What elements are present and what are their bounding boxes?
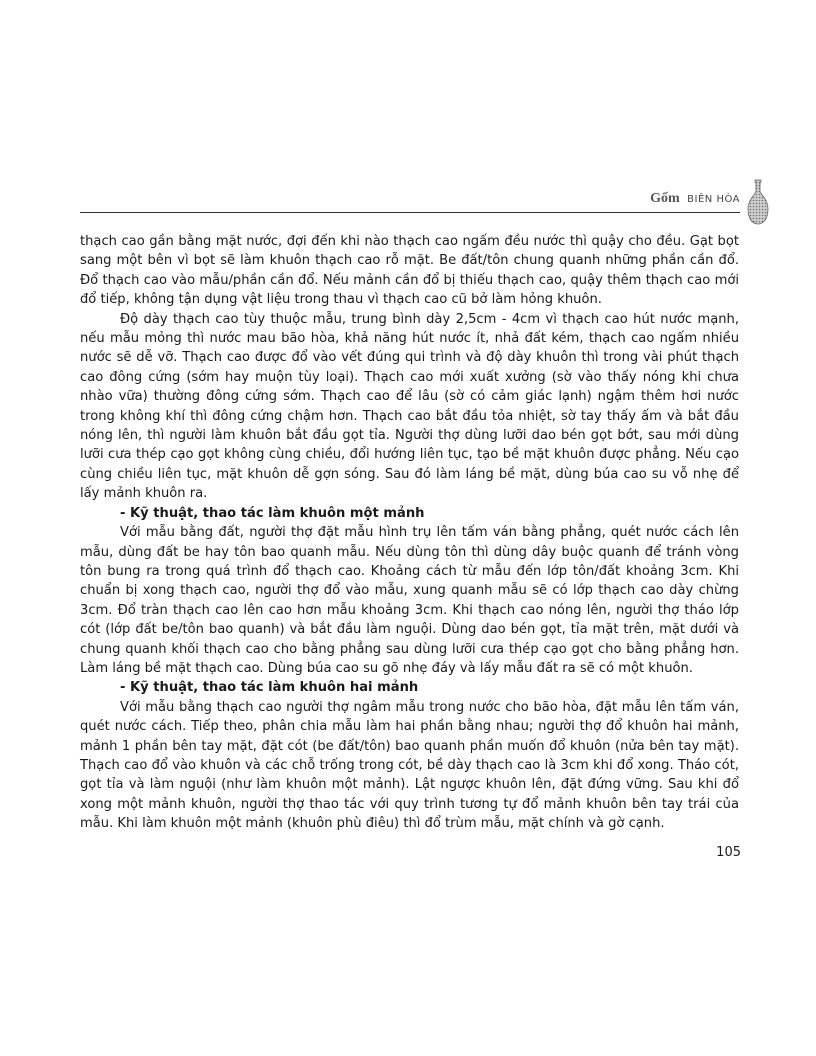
vase-icon	[746, 178, 770, 226]
body-text	[80, 232, 739, 834]
page-number: 105	[716, 845, 741, 860]
header-brand: Gốm	[650, 191, 680, 206]
header-title	[650, 191, 740, 207]
paragraph-continuation: thạch cao gần bằng mặt nước, đợi đến khi nào thạch cao ngấm đều nước thì quậy cho đều. Gạt bọt sang một bên vì bọt sẽ làm khuôn thạch cao rỗ mặt. Be đất/tôn chung quanh những phần cần đổ. Đổ thạch cao vào mẫu/phần cần đổ. Nếu mảnh cần đổ bị thiếu thạch cao, quậy thêm thạch cao mới đổ tiếp, không tận dụng vật liệu trong thau vì thạch cao cũ bở làm hỏng khuôn.	[80, 234, 739, 308]
paragraph-plaster-thickness: Độ dày thạch cao tùy thuộc mẫu, trung bình dày 2,5cm - 4cm vì thạch cao hút nước mạnh, nếu mẫu mỏng thì nước mau bão hòa, khả năng hút nước ít, nhả đất kém, thạch cao ngấm nhiều nước sẽ dễ vỡ. Thạch cao được đổ vào vết đúng qui trình và độ dày khuôn thì trong vài phút thạch cao đông cứng (sớm hay muộn tùy loại). Thạch cao mới xuất xưởng (sờ vào thấy nóng khi chưa nhào vữa) thường đông cứng sớm. Thạch cao để lâu (sờ có cảm giác lạnh) ngậm thêm hơi nước trong không khí thì đông cứng chậm hơn. Thạch cao bắt đầu tỏa nhiệt, sờ tay thấy ấm và bắt đầu nóng lên, thì người làm khuôn bắt đầu gọt tỉa. Người thợ dùng lưỡi dao bén gọt bớt, sau mới dùng lưỡi cưa thép cạo gọt không cùng chiều, đổi hướng liên tục, tạo bề mặt khuôn được phẳng. Nếu cạo cùng chiều liên tục, mặt khuôn dễ gợn sóng. Sau đó làm láng bề mặt, dùng búa cao su vỗ nhẹ để lấy mảnh khuôn ra.	[80, 311, 739, 502]
running-header	[80, 183, 770, 223]
section-heading-two-piece-mold: - Kỹ thuật, thao tác làm khuôn hai mảnh	[120, 680, 419, 696]
section-heading-one-piece-mold: - Kỹ thuật, thao tác làm khuôn một mảnh	[120, 505, 425, 521]
header-subtitle: BIÊN HÒA	[687, 194, 740, 205]
paragraph-two-piece-mold: Với mẫu bằng thạch cao người thợ ngâm mẫu trong nước cho bão hòa, đặt mẫu lên tấm ván, quét nước cách. Tiếp theo, phân chia mẫu làm hai phần bằng nhau; người thợ đổ khuôn hai mảnh, mảnh 1 phần bên tay mặt, đặt cót (be đất/tôn) bao quanh phần muốn đổ khuôn (nửa bên tay mặt). Thạch cao đổ vào khuôn và các chỗ trống trong cót, bề dày thạch cao là 3cm khi đổ xong. Tháo cót, gọt tỉa và làm nguội (như làm khuôn một mảnh). Lật ngược khuôn lên, đặt đứng vững. Sau khi đổ xong một mảnh khuôn, người thợ thao tác với quy trình tương tự đổ mảnh khuôn bên tay trái của mẫu. Khi làm khuôn một mảnh (khuôn phù điêu) thì đổ trùm mẫu, mặt chính và gờ cạnh.	[80, 699, 739, 832]
header-divider	[80, 212, 740, 213]
paragraph-one-piece-mold: Với mẫu bằng đất, người thợ đặt mẫu hình trụ lên tấm ván bằng phẳng, quét nước cách lên mẫu, dùng đất be hay tôn bao quanh mẫu. Nếu dùng tôn thì dùng dây buộc quanh để tránh vòng tôn bung ra trong quá trình đổ thạch cao. Khoảng cách từ mẫu đến lớp tôn/đất khoảng 3cm. Khi chuẩn bị xong thạch cao, người thợ đổ vào mẫu, xung quanh mẫu sẽ có lớp thạch cao dày chừng 3cm. Đổ tràn thạch cao lên cao hơn mẫu khoảng 3cm. Khi thạch cao nóng lên, người thợ tháo lớp cót (lớp đất be/tôn bao quanh) và bắt đầu làm nguội. Dùng dao bén gọt, tỉa mặt trên, mặt dưới và chung quanh khối thạch cao cho bằng phẳng sau dùng lưỡi cưa thép cạo gọt cho bằng phẳng hơn. Làm láng bề mặt thạch cao. Dùng búa cao su gõ nhẹ đáy và lấy mẫu đất ra sẽ có một khuôn.	[80, 525, 739, 676]
